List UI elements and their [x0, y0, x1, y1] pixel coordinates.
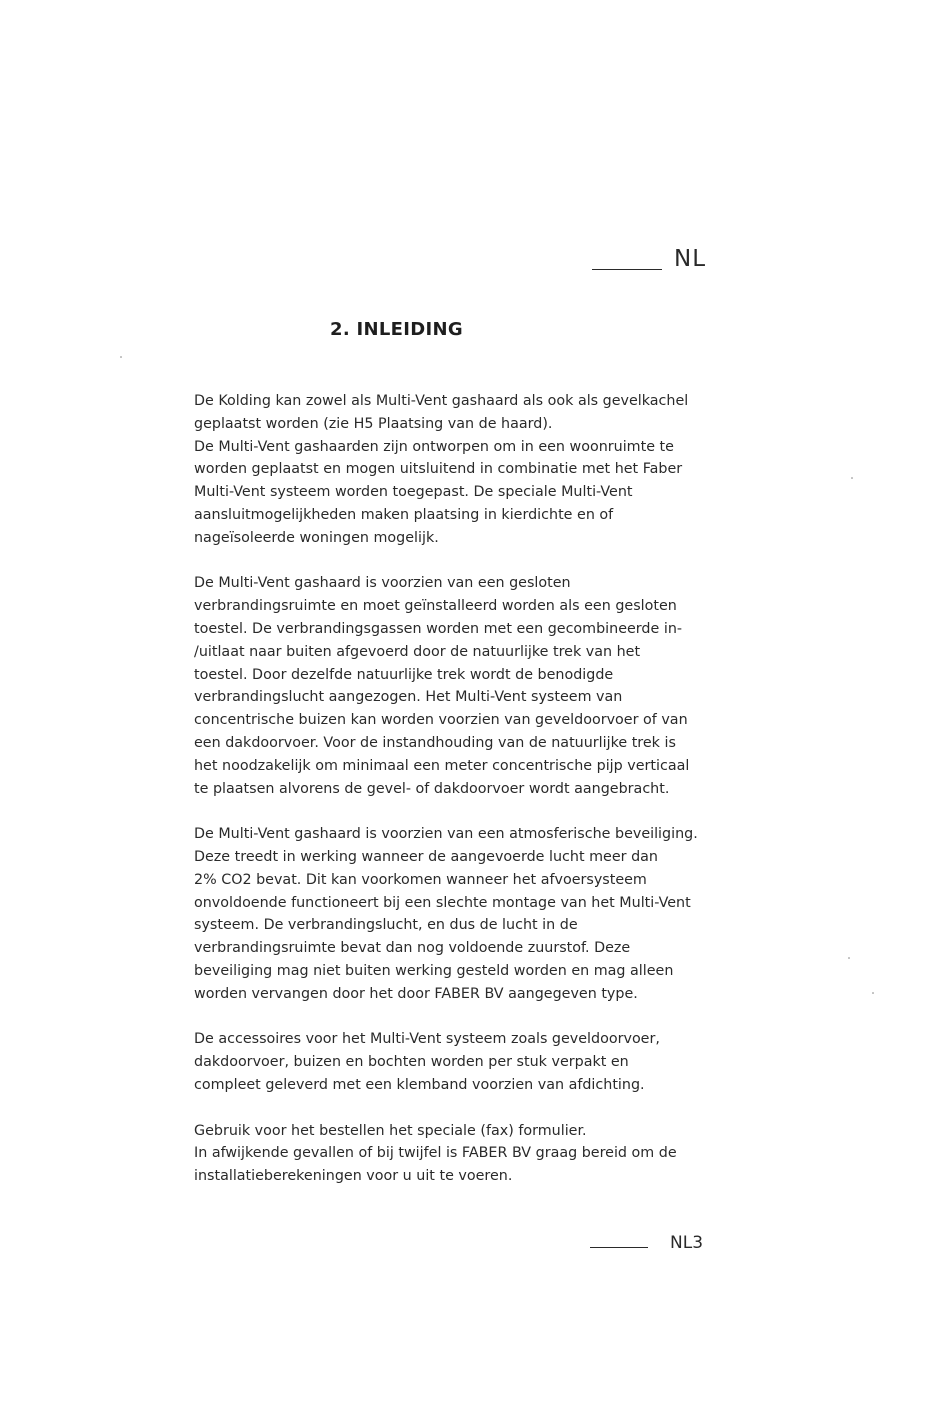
- text-line: verbrandingslucht aangezogen. Het Multi-Vent systeem van: [194, 689, 623, 706]
- text-line: te plaatsen alvorens de gevel- of dakdoorvoer wordt aangebracht.: [194, 780, 670, 797]
- text-line: 2% CO2 bevat. Dit kan voorkomen wanneer het afvoersysteem: [194, 871, 647, 888]
- text-line: De Multi-Vent gashaarden zijn ontworpen om in een woonruimte te: [194, 438, 674, 455]
- section-title: 2. INLEIDING: [330, 319, 463, 340]
- text-line: dakdoorvoer, buizen en bochten worden per stuk verpakt en: [194, 1054, 629, 1071]
- text-line: Multi-Vent systeem worden toegepast. De speciale Multi-Vent: [194, 484, 633, 501]
- text-line: beveiliging mag niet buiten werking gesteld worden en mag alleen: [194, 962, 674, 979]
- page-footer: [590, 1232, 710, 1260]
- paragraph-ordering: [194, 1120, 714, 1188]
- text-line: toestel. Door dezelfde natuurlijke trek wordt de benodigde: [194, 666, 614, 683]
- text-line: het noodzakelijk om minimaal een meter concentrische pijp verticaal: [194, 757, 690, 774]
- text-line: Deze treedt in werking wanneer de aangevoerde lucht meer dan: [194, 848, 658, 865]
- text-line: systeem. De verbrandingslucht, en dus de lucht in de: [194, 917, 578, 934]
- paragraph-closed-combustion: [194, 572, 714, 800]
- text-line: aansluitmogelijkheden maken plaatsing in kierdichte en of: [194, 506, 614, 523]
- scan-speck: [872, 992, 874, 994]
- language-code: NL: [674, 246, 707, 272]
- text-line: geplaatst worden (zie H5 Plaatsing van de haard).: [194, 415, 553, 432]
- scan-speck: [120, 356, 122, 358]
- text-line: onvoldoende functioneert bij een slechte montage van het Multi-Vent: [194, 894, 691, 911]
- text-line: verbrandingsruimte bevat dan nog voldoende zuurstof. Deze: [194, 940, 631, 957]
- text-line: nageïsoleerde woningen mogelijk.: [194, 529, 439, 546]
- text-line: installatieberekeningen voor u uit te voeren.: [194, 1168, 513, 1185]
- text-line: Gebruik voor het bestellen het speciale (fax) formulier.: [194, 1122, 587, 1139]
- text-line: De Kolding kan zowel als Multi-Vent gashaard als ook als gevelkachel: [194, 393, 689, 409]
- text-line: De Multi-Vent gashaard is voorzien van een atmosferische beveiliging.: [194, 826, 698, 843]
- header-rule: [592, 269, 662, 270]
- page-number: NL3: [670, 1233, 704, 1253]
- text-line: De accessoires voor het Multi-Vent systeem zoals geveldoorvoer,: [194, 1031, 660, 1048]
- text-line: concentrische buizen kan worden voorzien van geveldoorvoer of van: [194, 712, 688, 729]
- language-header: [592, 246, 712, 276]
- paragraph-atmospheric-safety: [194, 823, 714, 1005]
- footer-rule: [590, 1247, 648, 1248]
- body-text: [194, 390, 714, 1211]
- paragraph-accessories: [194, 1028, 714, 1096]
- text-line: een dakdoorvoer. Voor de instandhouding van de natuurlijke trek is: [194, 734, 676, 751]
- text-line: worden vervangen door het door FABER BV aangegeven type.: [194, 985, 638, 1002]
- text-line: compleet geleverd met een klemband voorzien van afdichting.: [194, 1076, 645, 1093]
- scan-speck: [848, 957, 850, 959]
- text-line: worden geplaatst en mogen uitsluitend in combinatie met het Faber: [194, 461, 683, 478]
- paragraph-intro: [194, 390, 714, 550]
- text-line: De Multi-Vent gashaard is voorzien van een gesloten: [194, 575, 571, 592]
- text-line: toestel. De verbrandingsgassen worden met een gecombineerde in-: [194, 620, 683, 637]
- text-line: In afwijkende gevallen of bij twijfel is FABER BV graag bereid om de: [194, 1145, 677, 1162]
- scan-speck: [851, 477, 853, 479]
- text-line: /uitlaat naar buiten afgevoerd door de natuurlijke trek van het: [194, 643, 641, 660]
- text-line: verbrandingsruimte en moet geïnstalleerd worden als een gesloten: [194, 598, 677, 615]
